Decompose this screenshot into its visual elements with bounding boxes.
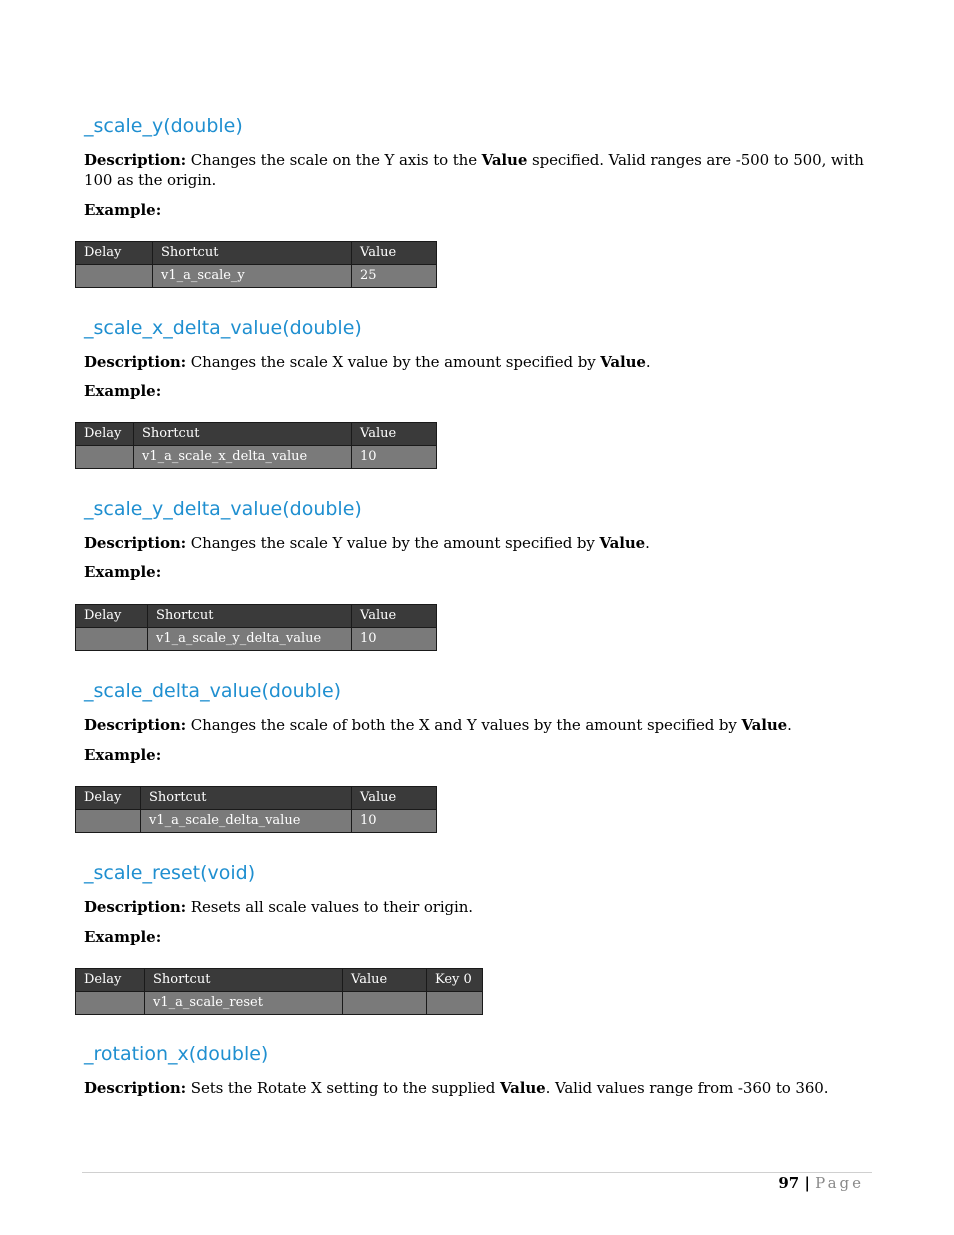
example-table [75,241,437,288]
example-table [75,968,483,1015]
table-cell: 10 [352,628,437,651]
section-scale-x-delta-value [84,316,870,464]
table-header-cell: Value [352,787,437,810]
table-cell: 10 [352,446,437,469]
example-table [75,422,437,469]
table-cell: v1_a_scale_y [153,265,352,288]
table-cell: 10 [352,810,437,833]
table-cell: v1_a_scale_reset [145,992,343,1015]
table-header-cell: Shortcut [145,969,343,992]
footer-divider [82,1172,872,1173]
table-cell [76,810,141,833]
table-row [76,810,437,833]
description-label: Description: [84,534,187,552]
section-heading: _rotation_x(double) [84,1043,269,1065]
table-header-row [76,787,437,810]
footer-separator: | [799,1174,816,1192]
page-label: Page [815,1174,864,1192]
table-row [76,446,437,469]
description: Description: Changes the scale on the Y axis to the Value specified. Valid ranges are -500 to 500, with 100 as the origin. [84,151,864,189]
table-header-cell: Delay [76,605,148,628]
description-label: Description: [84,1079,187,1097]
example-label: Example: [84,382,162,400]
section-rotation-x [84,1042,870,1098]
section-scale-reset [84,861,870,1010]
section-scale-delta-value [84,679,870,828]
table-header-cell: Value [352,242,437,265]
table-header-row [76,969,483,992]
table-cell: v1_a_scale_x_delta_value [134,446,352,469]
description-label: Description: [84,898,187,916]
table-header-cell: Value [343,969,427,992]
table-header-cell: Value [352,423,437,446]
table-cell [76,446,134,469]
table-header-cell: Delay [76,969,145,992]
table-header-row [76,242,437,265]
table-header-cell: Delay [76,242,153,265]
example-label: Example: [84,746,162,764]
table-header-cell: Shortcut [134,423,352,446]
description: Description: Sets the Rotate X setting to the supplied Value. Valid values range from -360 to 360. [84,1079,829,1097]
section-heading: _scale_y(double) [84,115,243,137]
section-heading: _scale_y_delta_value(double) [84,498,362,520]
table-cell [76,628,148,651]
description-label: Description: [84,716,187,734]
example-label: Example: [84,201,162,219]
section-heading: _scale_reset(void) [84,862,256,884]
table-cell [343,992,427,1015]
description: Description: Changes the scale Y value by the amount specified by Value. [84,534,650,552]
table-cell [76,992,145,1015]
section-heading: _scale_delta_value(double) [84,680,342,702]
table-header-cell: Shortcut [148,605,352,628]
description: Description: Changes the scale of both the X and Y values by the amount specified by Value. [84,716,792,734]
example-label: Example: [84,928,162,946]
table-cell: 25 [352,265,437,288]
section-scale-y-delta-value [84,497,870,646]
table-row [76,265,437,288]
description: Description: Resets all scale values to their origin. [84,898,473,916]
table-header-cell: Shortcut [141,787,352,810]
section-heading: _scale_x_delta_value(double) [84,317,362,339]
description-label: Description: [84,353,187,371]
table-cell: v1_a_scale_delta_value [141,810,352,833]
table-row [76,992,483,1015]
table-cell [427,992,483,1015]
table-header-row [76,605,437,628]
example-table [75,604,437,651]
table-header-cell: Shortcut [153,242,352,265]
example-table [75,786,437,833]
table-header-cell: Key 0 [427,969,483,992]
description: Description: Changes the scale X value by the amount specified by Value. [84,353,651,371]
table-cell: v1_a_scale_y_delta_value [148,628,352,651]
description-label: Description: [84,151,187,169]
page-footer [778,1174,864,1192]
section-scale-y [84,114,870,283]
table-row [76,628,437,651]
table-header-cell: Value [352,605,437,628]
example-label: Example: [84,563,162,581]
table-header-cell: Delay [76,423,134,446]
table-header-row [76,423,437,446]
table-cell [76,265,153,288]
table-header-cell: Delay [76,787,141,810]
page-number: 97 [778,1174,800,1192]
